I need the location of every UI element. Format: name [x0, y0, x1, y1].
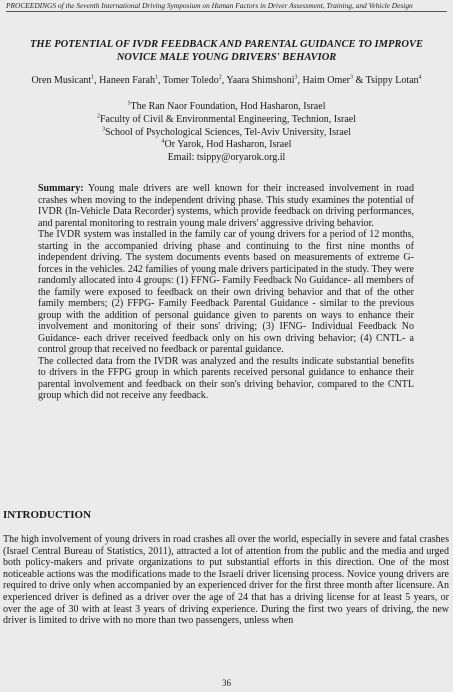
author: Haim Omer$^3$ — [302, 74, 354, 86]
page-number: 36 — [222, 678, 231, 688]
abstract-paragraph: The IVDR system was installed in the family car of young drivers for a period of 12 months, starting in the accompanied driving phase and continuing to the first nine months of independent driving. The system documents events based on measurements of extreme G-forces in the vehicles. 242 families of young male drivers participated in the study. They were randomly allocated into 4 groups: (1) FFNG- Family Feedback No Guidance- all members of the family were exposed to feedback on their own driving behavior and that of the other family members; (2) FFPG- Family Feedback Parental Guidance - similar to the previous group with the addition of personal guidance given to parents on ways to enhance their involvement and monitoring of their sons' driving; (3) IFNG- Individual Feedback No Guidance- each driver received feedback only on his own driving behavior; (4) CNTL- a control group that received no feedback or parental guidance. — [38, 229, 414, 355]
abstract-paragraph: The collected data from the IVDR was analyzed and the results indicate substantial benefits to drivers in the FFPG group in which parents received personal guidance to enhance their parental involvement and feedback on their son's driving behavior, compared to the CNTL group which did not receive any feedback. — [38, 355, 414, 401]
affiliation: $^1$The Ran Naor Foundation, Hod Hasharon, Israel — [127, 100, 326, 112]
author: Haneen Farah$^1$ — [99, 74, 158, 86]
abstract — [38, 183, 414, 402]
abstract-paragraph: Summary: Young male drivers are well known for their increased involvement in road crashes when moving to the independent driving phase. This study examines the potential of IVDR (In-Vehicle Data Recorder) systems, which provide feedback on driving performances, and parental monitoring to restrain young male drivers' aggressive driving behavior. — [38, 183, 414, 229]
author: Oren Musicant$^1$ — [31, 74, 95, 86]
affiliation-list — [10, 101, 443, 165]
author: Tsippy Lotan$^4$ — [365, 74, 422, 86]
affiliation: $^2$Faculty of Civil & Environmental Engineering, Technion, Israel — [96, 113, 356, 125]
intro-paragraph: The high involvement of young drivers in road crashes all over the world, especially in severe and fatal crashes (Israel Central Bureau of Statistics, 2011), attracted a lot of attention from the public and the media and urged both policy-makers and private organizations to put substantial efforts in this direction. One of the most noticeable actions was the modifications made to the Israeli driver licensing process. Novice young drivers are required to drive only when accompanied by an experienced driver for the first three month after licensure. An experienced driver is defined as a driver over the age of 24 that has a driving license for at least 5 years, or over the age of 30 with at least 3 years of driving experience. During the first two years of driving, the new driver is limited to drive with no more than two passengers, unless when — [3, 534, 449, 627]
section-heading: INTRODUCTION — [3, 509, 92, 521]
paper-title — [6, 38, 447, 64]
affiliation: $^3$School of Psychological Sciences, Tel-Aviv University, Israel — [101, 126, 351, 138]
affiliation: $^4$Or Yarok, Hod Hasharon, Israel — [161, 139, 292, 151]
author-list: Oren Musicant$^1$, Haneen Farah$^1$, Tomer Toledo$^2$, Yaara Shimshoni$^3$, Haim Omer$^3$ & Tsippy Lotan$^4$ — [31, 74, 422, 86]
summary-label: Summary: — [38, 183, 84, 194]
email: Email: tsippy@oryarok.org.il — [167, 152, 286, 164]
title-line-2: NOVICE MALE YOUNG DRIVERS' BEHAVIOR — [116, 52, 337, 63]
title-line-1: THE POTENTIAL OF IVDR FEEDBACK AND PARENTAL GUIDANCE TO IMPROVE — [30, 39, 423, 50]
running-head: PROCEEDINGS of the Seventh International Driving Symposium on Human Factors in Driver Assessment, Training, and Vehicle Design — [6, 1, 413, 10]
author: Yaara Shimshoni$^3$ — [226, 74, 298, 86]
header-rule — [6, 11, 447, 12]
author: Tomer Toledo$^2$ — [162, 74, 222, 86]
